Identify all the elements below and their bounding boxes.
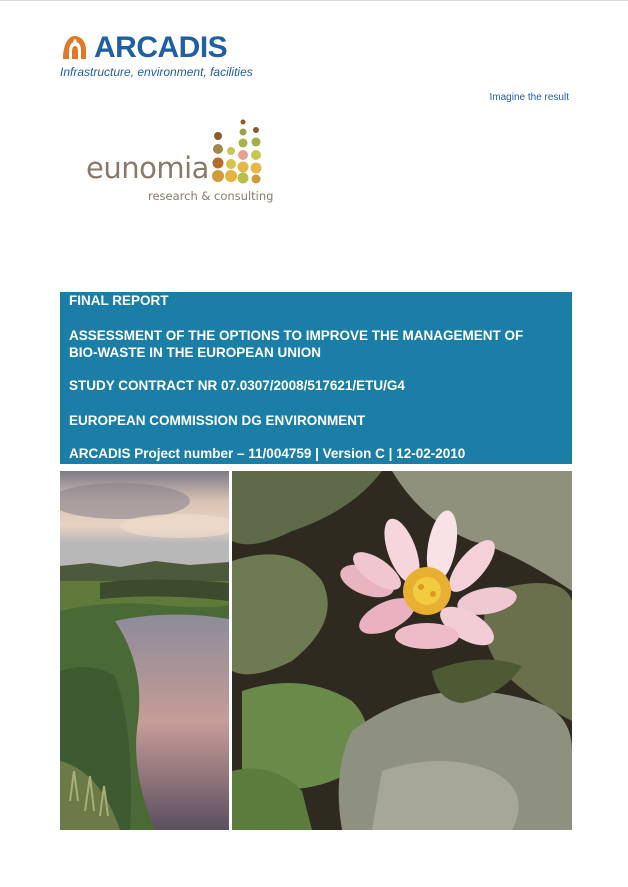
- arcadis-logo: [58, 30, 258, 82]
- report-type: FINAL REPORT: [69, 293, 169, 308]
- water-lily-photo: [232, 471, 572, 830]
- report-title-line-2: BIO-WASTE IN THE EUROPEAN UNION: [69, 345, 322, 360]
- arcadis-wordmark: ARCADIS: [94, 31, 228, 64]
- eunomia-wordmark: eunomia: [86, 151, 209, 185]
- study-contract: STUDY CONTRACT NR 07.0307/2008/517621/ETU/G4: [69, 378, 405, 393]
- commission-name: EUROPEAN COMMISSION DG ENVIRONMENT: [69, 413, 366, 428]
- report-title-line-1: ASSESSMENT OF THE OPTIONS TO IMPROVE THE MANAGEMENT OF: [69, 328, 524, 343]
- arcadis-tagline: Infrastructure, environment, facilities: [60, 65, 253, 79]
- eunomia-subtitle: research & consulting: [148, 189, 274, 203]
- eunomia-dots-icon: [210, 118, 270, 184]
- slogan: Imagine the result: [489, 92, 569, 103]
- eunomia-logo: [86, 118, 276, 208]
- landscape-photo: [60, 471, 229, 830]
- report-title-block: [60, 292, 572, 464]
- page-top-border: [0, 0, 628, 1]
- project-number: ARCADIS Project number – 11/004759 | Version C | 12-02-2010: [69, 446, 466, 461]
- arcadis-mark-icon: [60, 33, 88, 61]
